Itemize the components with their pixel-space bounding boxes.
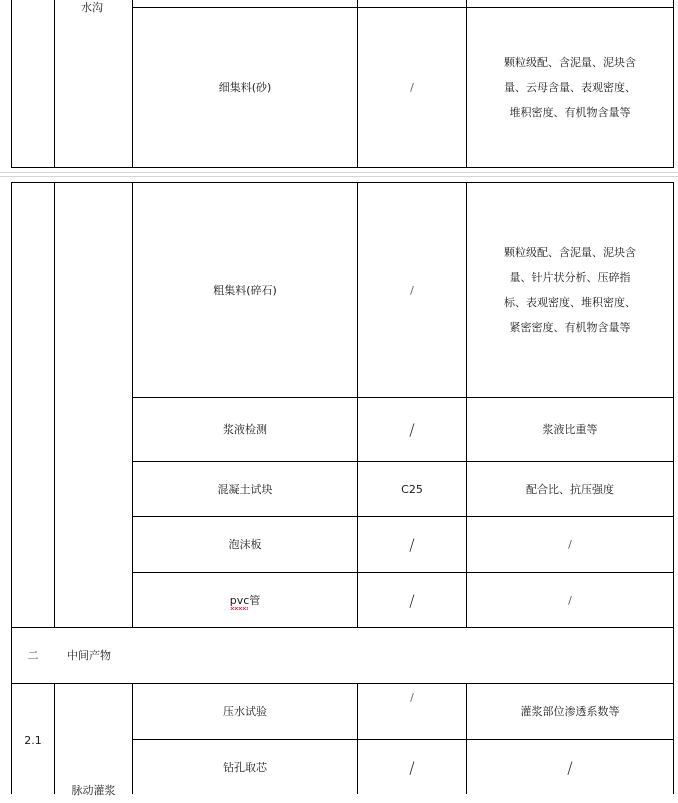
item-name-wrap <box>230 588 261 613</box>
param-line: 紧密密度、有机物含量等 <box>509 321 631 334</box>
section-title: 中间产物 <box>67 649 111 662</box>
spec-value: C25 <box>401 482 423 496</box>
spellcheck-underline <box>230 607 249 610</box>
item-name: 压水试验 <box>223 705 267 718</box>
table-bottom-border <box>11 167 674 168</box>
param-line: 量、云母含量、表观密度、 <box>504 81 636 94</box>
param-line: 颗粒级配、含泥量、泥块含 <box>504 56 636 69</box>
col-border <box>54 182 55 628</box>
category-label: 脉动灌浆 <box>71 784 116 797</box>
test-params <box>467 8 673 167</box>
page-break-line <box>0 176 678 177</box>
test-params <box>467 183 673 397</box>
col-border <box>673 0 674 168</box>
col-border <box>54 0 55 168</box>
item-name: 粗集料(碎石) <box>213 283 277 297</box>
param-line: 颗粒级配、含泥量、泥块含 <box>504 246 636 259</box>
page-break-line <box>0 172 678 173</box>
spec-value: / <box>409 757 415 777</box>
spec-value: / <box>409 420 415 439</box>
item-name: 浆液检测 <box>223 423 267 436</box>
test-params: 灌浆部位渗透系数等 <box>520 705 620 718</box>
section-number: 二 <box>27 649 39 662</box>
test-params: 配合比、抗压强度 <box>526 482 614 496</box>
test-params: / <box>568 593 572 607</box>
spec-value: / <box>410 690 414 704</box>
item-name-cell <box>133 573 357 627</box>
category-label: 水沟 <box>81 0 103 14</box>
item-name: pvc管 <box>229 593 261 607</box>
spec-value: / <box>410 283 414 297</box>
col-border <box>673 182 674 794</box>
subsection-number: 2.1 <box>24 734 42 747</box>
param-line: 堆积密度、有机物含量等 <box>509 106 631 119</box>
spec-value: / <box>409 535 415 554</box>
col-border <box>11 0 12 168</box>
test-params: / <box>568 538 572 551</box>
item-name: 泡沫板 <box>228 538 262 551</box>
item-name: 钻孔取芯 <box>223 760 267 774</box>
item-name: 细集料(砂) <box>218 81 272 94</box>
item-name: 混凝土试块 <box>217 482 273 496</box>
param-line: 量、针片状分析、压碎指 <box>509 271 631 284</box>
spec-value: / <box>409 590 415 610</box>
test-params: 浆液比重等 <box>542 423 598 436</box>
test-params: / <box>567 757 573 777</box>
param-line: 标、表观密度、堆积密度、 <box>504 296 636 309</box>
spec-value: / <box>410 81 414 94</box>
